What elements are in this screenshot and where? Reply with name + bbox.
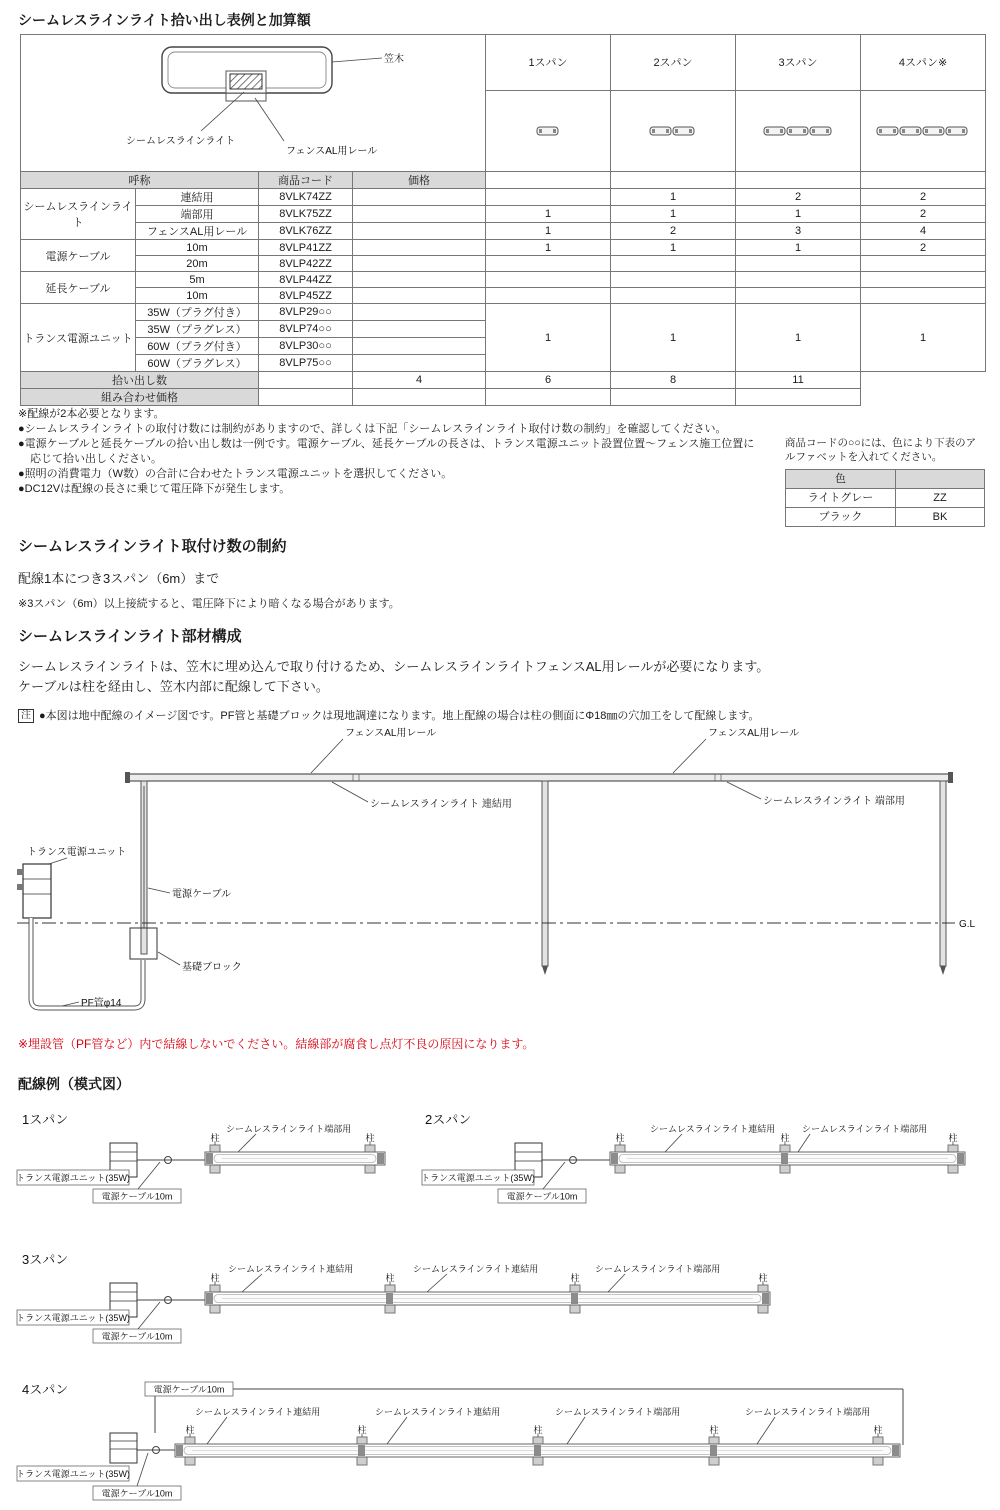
wiring-diagram-span4	[10, 1378, 995, 1510]
color-code-block	[785, 436, 985, 527]
span4-cable-label-bottom: 電源ケーブル10m	[101, 1488, 173, 1499]
note-line: ●電源ケーブルと延長ケーブルの拾い出し数は一例です。電源ケーブル、延長ケーブルの長さは、トランス電源ユニット設置位置〜フェンス施工位置に応じて拾い出しください。	[18, 438, 755, 465]
buried-pipe-warning: ※埋設管（PF管など）内で結線しないでください。結線部が腐食し点灯不良の原因になります。	[18, 1037, 535, 1051]
span4-renketsu-label: シームレスラインライト連結用	[375, 1407, 501, 1417]
product-code: 8VLP45ZZ	[259, 288, 353, 304]
col-header-code: 商品コード	[259, 172, 353, 189]
qty-cell: 1	[861, 304, 986, 372]
span1-cable-label: 電源ケーブル10m	[101, 1191, 173, 1202]
qty-cell: 4	[861, 223, 986, 240]
qty-cell: 1	[611, 206, 736, 223]
light-bar-icon-2	[649, 122, 697, 140]
qty-cell	[611, 288, 736, 304]
span4-light-bar	[175, 1444, 900, 1457]
span3-tanbu-label: シームレスラインライト端部用	[595, 1264, 721, 1274]
empty-cell	[736, 172, 861, 189]
composition-note: ●本図は地中配線のイメージ図です。PF管と基礎ブロックは現地調達になります。地上配線の場合は柱の側面にΦ18㎜の穴加工をして配線します。	[39, 710, 760, 722]
wiring-section-title: 配線例（模式図）	[18, 1076, 130, 1092]
transformer-label: トランス電源ユニット	[27, 847, 127, 858]
post-label: 柱	[570, 1273, 580, 1283]
composition-body2: ケーブルは柱を経由し、笠木内部に配線して下さい。	[18, 679, 329, 694]
note-line: ※配線が2本必要となります。	[18, 408, 165, 420]
sub-name: 60W（プラグ付き）	[136, 338, 259, 355]
price-cell	[353, 189, 486, 206]
qty-cell	[736, 272, 861, 288]
col-header-name: 呼称	[21, 172, 259, 189]
page-title: シームレスラインライト拾い出し表例と加算額	[18, 12, 311, 28]
qty-cell: 1	[736, 206, 861, 223]
combo-cell	[486, 389, 611, 406]
post-label: 柱	[185, 1425, 195, 1435]
qty-cell: 1	[486, 304, 611, 372]
note-mark-box: 注	[18, 709, 34, 723]
empty-cell	[611, 172, 736, 189]
price-cell	[353, 206, 486, 223]
sub-name: 35W（プラグレス）	[136, 321, 259, 338]
span-header-1: 1スパン	[486, 35, 611, 91]
span-header-2: 2スパン	[611, 35, 736, 91]
span4-title: 4スパン	[22, 1382, 69, 1397]
price-cell	[353, 338, 486, 355]
coping-section-diagram	[21, 35, 486, 172]
span4-cable-label-top: 電源ケーブル10m	[153, 1384, 225, 1395]
span2-tanbu-label: シームレスラインライト端部用	[802, 1124, 928, 1134]
light-label: シームレスラインライト	[125, 136, 235, 147]
sub-name: 10m	[136, 240, 259, 256]
coping-shape	[162, 47, 332, 101]
color-table	[785, 469, 985, 527]
qty-cell	[486, 288, 611, 304]
post-label: 柱	[780, 1133, 790, 1143]
constraint-section	[18, 535, 400, 611]
sub-name: 連結用	[136, 189, 259, 206]
price-cell	[353, 240, 486, 256]
product-code: 8VLP29○○	[259, 304, 353, 321]
post-label: 柱	[948, 1133, 958, 1143]
light-bar-icon-1	[536, 122, 561, 140]
span3-light-bar	[205, 1292, 770, 1305]
span3-transformer-label: トランス電源ユニット(35W)	[16, 1313, 130, 1323]
span1-light-bar	[205, 1152, 385, 1165]
light-bar-icon-3	[763, 122, 834, 140]
post-label: 柱	[385, 1273, 395, 1283]
sub-name: 60W（プラグレス）	[136, 355, 259, 372]
qty-cell: 1	[611, 189, 736, 206]
qty-cell	[486, 189, 611, 206]
qty-cell	[861, 272, 986, 288]
span4-light-icon-cell	[861, 90, 986, 171]
qty-cell: 1	[486, 240, 611, 256]
span3-title: 3スパン	[22, 1252, 69, 1267]
qty-cell: 1	[736, 240, 861, 256]
pickup-value: 11	[736, 372, 861, 389]
tanbu-label: シームレスラインライト 端部用	[763, 796, 905, 807]
qty-cell	[861, 256, 986, 272]
fence-posts	[141, 781, 946, 975]
price-cell	[353, 304, 486, 321]
span1-light-icon-cell	[486, 90, 611, 171]
price-cell	[353, 256, 486, 272]
product-code: 8VLP75○○	[259, 355, 353, 372]
pickup-value: 4	[353, 372, 486, 389]
foundation-label: 基礎ブロック	[182, 962, 242, 973]
composition-body1: シームレスラインライトは、笠木に埋め込んで取り付けるため、シームレスラインライトフェンスAL用レールが必要になります。	[18, 659, 770, 674]
wiring-diagram-span1-span2	[10, 1108, 995, 1208]
qty-cell: 2	[611, 223, 736, 240]
rail-label-right: フェンスAL用レール	[708, 728, 800, 739]
qty-cell: 2	[861, 206, 986, 223]
span3-light-icon-cell	[736, 90, 861, 171]
composition-title: シームレスラインライト部材構成	[18, 628, 242, 645]
qty-cell: 2	[861, 189, 986, 206]
note-line: ●シームレスラインライトの取付け数には制約がありますので、詳しくは下記「シームレスラインライト取付け数の制約」を確認してください。	[18, 423, 727, 435]
post-label: 柱	[210, 1133, 220, 1143]
rail-shape	[125, 772, 953, 783]
table-notes	[18, 407, 763, 497]
composition-section	[18, 625, 769, 723]
span4-transformer-label: トランス電源ユニット(35W)	[16, 1469, 130, 1479]
post-label: 柱	[365, 1133, 375, 1143]
span4-renketsu-label: シームレスラインライト連結用	[195, 1407, 321, 1417]
category-power-cable: 電源ケーブル	[21, 240, 136, 272]
combo-cell	[353, 389, 486, 406]
combo-cell	[611, 389, 736, 406]
pf-pipe-shape	[31, 918, 143, 1008]
pf-pipe-label: PF管φ14	[81, 998, 122, 1009]
gl-label: G.L	[959, 919, 976, 930]
color-header: 色	[786, 470, 896, 489]
post-label: 柱	[210, 1273, 220, 1283]
span2-light-bar	[610, 1152, 965, 1165]
qty-cell: 2	[861, 240, 986, 256]
qty-cell	[736, 288, 861, 304]
qty-cell: 3	[736, 223, 861, 240]
span4-tanbu-label: シームレスラインライト端部用	[555, 1407, 681, 1417]
qty-cell	[486, 272, 611, 288]
qty-cell: 1	[611, 304, 736, 372]
coping-cross-section-svg	[22, 35, 485, 168]
span4-transformer-shape	[110, 1433, 137, 1463]
qty-cell: 2	[736, 189, 861, 206]
sub-name: 10m	[136, 288, 259, 304]
post-label: 柱	[758, 1273, 768, 1283]
rail-label-left: フェンスAL用レール	[345, 728, 437, 739]
price-cell	[353, 272, 486, 288]
span4-tanbu-label: シームレスラインライト端部用	[745, 1407, 871, 1417]
price-cell	[353, 321, 486, 338]
qty-cell	[486, 256, 611, 272]
color-code: ZZ	[896, 489, 985, 508]
pickup-count-label: 拾い出し数	[21, 372, 259, 389]
qty-cell	[861, 288, 986, 304]
color-note-text: 商品コードの○○には、色により下表のアルファベットを入れてください。	[785, 437, 977, 463]
span2-title: 2スパン	[425, 1112, 472, 1127]
product-code: 8VLP74○○	[259, 321, 353, 338]
category-transformer: トランス電源ユニット	[21, 304, 136, 372]
product-code: 8VLP41ZZ	[259, 240, 353, 256]
empty-cell	[486, 172, 611, 189]
constraint-note: ※3スパン（6m）以上接続すると、電圧降下により暗くなる場合があります。	[18, 598, 400, 610]
product-code: 8VLP30○○	[259, 338, 353, 355]
span2-renketsu-label: シームレスラインライト連結用	[650, 1124, 776, 1134]
product-code: 8VLK75ZZ	[259, 206, 353, 223]
qty-cell	[611, 272, 736, 288]
combo-price-label: 組み合わせ価格	[21, 389, 259, 406]
span1-tanbu-label: シームレスラインライト端部用	[226, 1124, 352, 1134]
category-extension-cable: 延長ケーブル	[21, 272, 136, 304]
price-cell	[259, 372, 353, 389]
post-label: 柱	[873, 1425, 883, 1435]
span3-renketsu-label: シームレスラインライト連結用	[228, 1264, 354, 1274]
transformer-unit-shape	[17, 864, 51, 918]
seamless-line-light-shape	[230, 74, 262, 89]
post-label: 柱	[533, 1425, 543, 1435]
sub-name: 35W（プラグ付き）	[136, 304, 259, 321]
qty-cell: 1	[486, 206, 611, 223]
price-cell	[353, 223, 486, 240]
renketsu-label: シームレスラインライト 連結用	[370, 799, 512, 810]
rail-label: フェンスAL用レール	[285, 146, 377, 157]
span2-cable-label: 電源ケーブル10m	[506, 1191, 578, 1202]
col-header-price: 価格	[353, 172, 486, 189]
sub-name: 端部用	[136, 206, 259, 223]
fence-installation-diagram	[15, 716, 990, 1032]
rail-profile-shape	[226, 93, 266, 101]
product-code: 8VLP42ZZ	[259, 256, 353, 272]
sub-name: フェンスAL用レール	[136, 223, 259, 240]
price-cell	[353, 288, 486, 304]
post-label: 柱	[615, 1133, 625, 1143]
post-label: 柱	[357, 1425, 367, 1435]
pickup-value: 6	[486, 372, 611, 389]
qty-cell	[611, 256, 736, 272]
product-code: 8VLP44ZZ	[259, 272, 353, 288]
category-seamless-light: シームレスラインライト	[21, 189, 136, 240]
pickup-table	[20, 34, 986, 406]
pickup-value: 8	[611, 372, 736, 389]
constraint-title: シームレスラインライト取付け数の制約	[18, 538, 287, 555]
span-header-4: 4スパン※	[861, 35, 986, 91]
color-header-empty	[896, 470, 985, 489]
color-code: BK	[896, 508, 985, 527]
note-line: ●照明の消費電力（W数）の合計に合わせたトランス電源ユニットを選択してください。	[18, 468, 453, 480]
qty-cell: 1	[486, 223, 611, 240]
note-line: ●DC12Vは配線の長さに乗じて電圧降下が発生します。	[18, 483, 291, 495]
product-code: 8VLK76ZZ	[259, 223, 353, 240]
wiring-diagram-span3	[10, 1248, 995, 1348]
product-code: 8VLK74ZZ	[259, 189, 353, 206]
qty-cell: 1	[736, 304, 861, 372]
color-name: ブラック	[786, 508, 896, 527]
span4-second-cable	[155, 1389, 903, 1445]
span1-transformer-label: トランス電源ユニット(35W)	[16, 1173, 130, 1183]
price-cell	[259, 389, 353, 406]
sub-name: 20m	[136, 256, 259, 272]
span3-cable-label: 電源ケーブル10m	[101, 1331, 173, 1342]
empty-cell	[861, 172, 986, 189]
sub-name: 5m	[136, 272, 259, 288]
kasagi-label: 笠木	[383, 54, 404, 65]
span2-transformer-label: トランス電源ユニット(35W)	[421, 1173, 535, 1183]
qty-cell	[736, 256, 861, 272]
light-bar-icon-4	[876, 122, 970, 140]
span3-renketsu-label: シームレスラインライト連結用	[413, 1264, 539, 1274]
color-name: ライトグレー	[786, 489, 896, 508]
power-cable-label: 電源ケーブル	[172, 889, 232, 900]
qty-cell: 1	[611, 240, 736, 256]
price-cell	[353, 355, 486, 372]
combo-cell	[736, 389, 861, 406]
span1-title: 1スパン	[22, 1112, 69, 1127]
constraint-body: 配線1本につき3スパン（6m）まで	[18, 571, 220, 586]
span2-light-icon-cell	[611, 90, 736, 171]
post-label: 柱	[709, 1425, 719, 1435]
span-header-3: 3スパン	[736, 35, 861, 91]
